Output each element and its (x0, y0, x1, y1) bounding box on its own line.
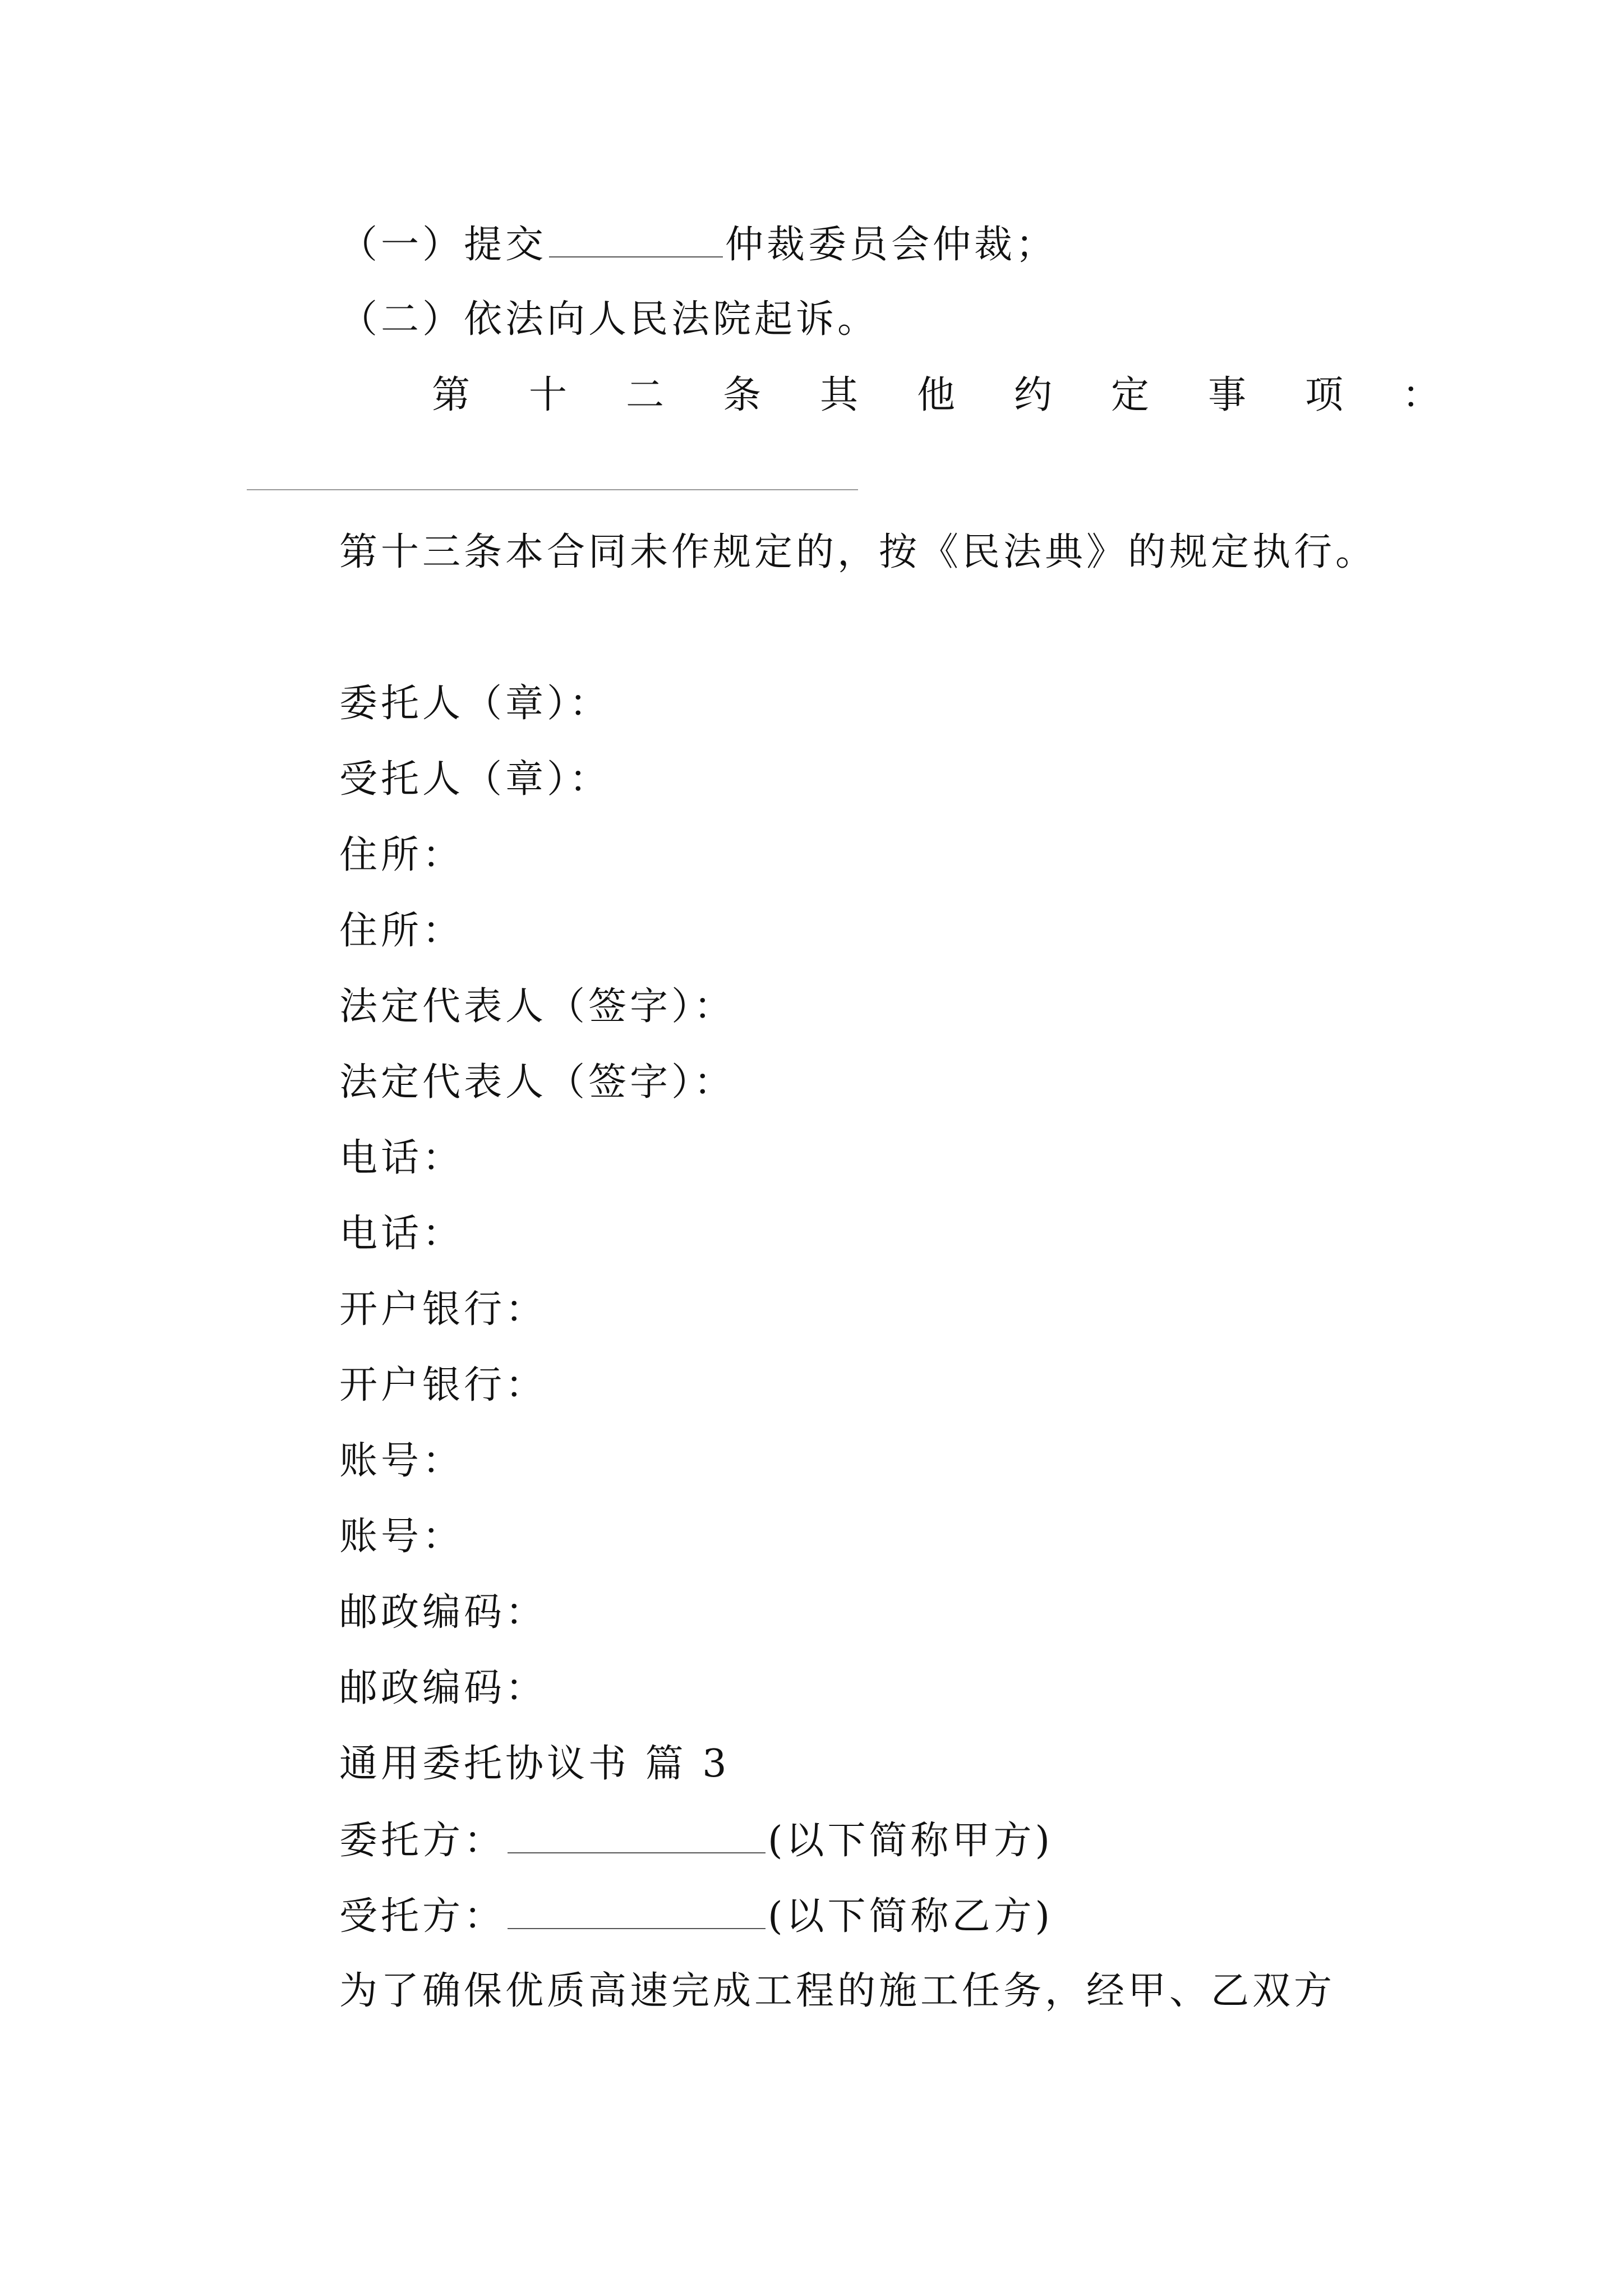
signature-field: 电话： (339, 1136, 464, 1180)
article-12-blank-line (247, 489, 858, 490)
signature-field: 邮政编码： (339, 1666, 547, 1710)
signature-field: 账号： (339, 1515, 464, 1559)
client-suffix: (以下简称甲方) (768, 1819, 1054, 1863)
signature-field: 法定代表人（签字）： (339, 984, 736, 1029)
signature-field: 邮政编码： (339, 1590, 547, 1635)
clause-item-1 (339, 222, 1057, 268)
article-12-heading: 第十二条其他约定事项： (432, 373, 1500, 417)
signature-field: 开户银行： (339, 1363, 547, 1407)
signature-field: 受托人（章）： (339, 757, 611, 802)
client-label: 委托方： (339, 1819, 506, 1863)
arbitration-blank (549, 222, 723, 257)
client-line (339, 1818, 1053, 1864)
trustee-label: 受托方： (339, 1894, 506, 1939)
clause-item-1-prefix: （一）提交 (339, 223, 547, 267)
signature-field: 电话： (339, 1212, 464, 1256)
section-title: 通用委托协议书 篇 3 (339, 1742, 730, 1786)
signature-field: 委托人（章）： (339, 682, 611, 726)
signature-field: 开户银行： (339, 1287, 547, 1332)
trustee-blank (508, 1893, 766, 1929)
trustee-suffix: (以下简称乙方) (768, 1894, 1054, 1939)
signature-field: 住所： (339, 833, 464, 877)
signature-field: 住所： (339, 909, 464, 953)
signature-field: 账号： (339, 1439, 464, 1483)
trustee-line (339, 1893, 1053, 1939)
closing-paragraph: 为了确保优质高速完成工程的施工任务，经甲、乙双方 (339, 1969, 1336, 2013)
client-blank (508, 1818, 766, 1853)
article-13-text: 第十三条本合同未作规定的，按《民法典》的规定执行。 (339, 530, 1377, 574)
clause-item-2: （二）依法向人民法院起诉。 (339, 297, 879, 342)
clause-item-1-suffix: 仲裁委员会仲裁； (725, 223, 1058, 267)
signature-field: 法定代表人（签字）： (339, 1060, 736, 1105)
